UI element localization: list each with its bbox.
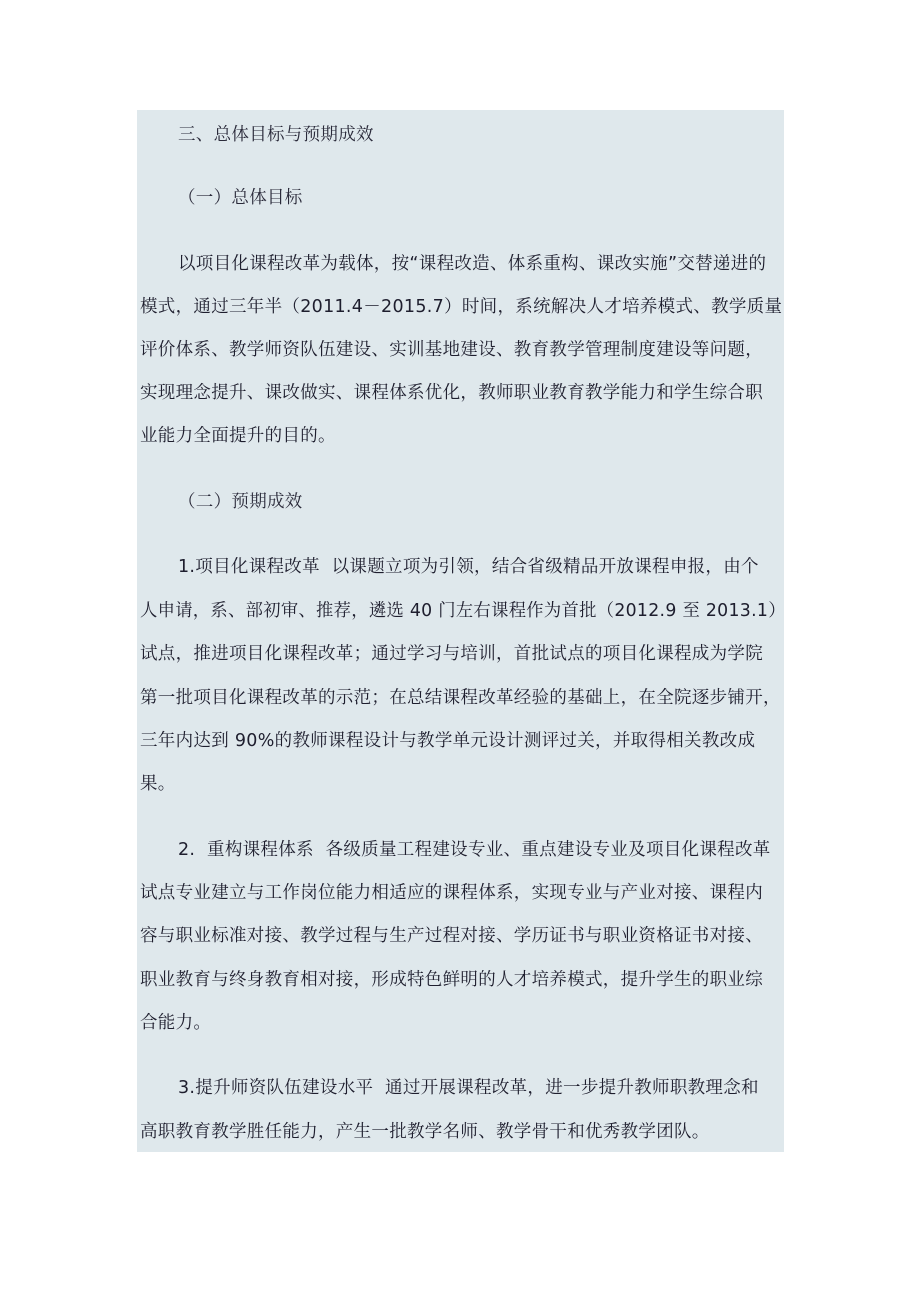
paragraph-line: 第一批项目化课程改革的示范；在总结课程改革经验的基础上，在全院逐步铺开， [140,688,781,708]
paragraph-line: 模式，通过三年半（2011.4－2015.7）时间，系统解决人才培养模式、教学质量 [140,297,783,317]
subsection-title-goal: （一）总体目标 [178,188,303,208]
paragraph-line: 1.项目化课程改革 以课题立项为引领，结合省级精品开放课程申报，由个 [178,557,759,577]
paragraph-line: 评价体系、教学师资队伍建设、实训基地建设、教育教学管理制度建设等问题， [140,340,763,360]
paragraph-line: 试点，推进项目化课程改革；通过学习与培训，首批试点的项目化课程成为学院 [140,644,763,664]
paragraph-line: 实现理念提升、课改做实、课程体系优化，教师职业教育教学能力和学生综合职 [140,383,763,403]
paragraph-line: 3.提升师资队伍建设水平 通过开展课程改革，进一步提升教师职教理念和 [178,1078,759,1098]
paragraph-line: 人申请，系、部初审、推荐，遴选 40 门左右课程作为首批（2012.9 至 2013.1） [140,601,786,621]
paragraph-line: 职业教育与终身教育相对接，形成特色鲜明的人才培养模式，提升学生的职业综 [140,970,763,990]
subsection-title-outcome: （二）预期成效 [178,492,303,512]
paragraph-line: 试点专业建立与工作岗位能力相适应的课程体系，实现专业与产业对接、课程内 [140,883,763,903]
paragraph-line: 合能力。 [140,1013,212,1033]
paragraph-line: 业能力全面提升的目的。 [140,426,336,446]
section-title: 三、总体目标与预期成效 [178,125,374,145]
paragraph-line: 以项目化课程改革为载体，按“课程改造、体系重构、课改实施”交替递进的 [178,254,767,274]
paragraph-line: 三年内达到 90%的教师课程设计与教学单元设计测评过关，并取得相关教改成 [140,731,756,751]
paragraph-line: 容与职业标准对接、教学过程与生产过程对接、学历证书与职业资格证书对接、 [140,926,763,946]
paragraph-line: 高职教育教学胜任能力，产生一批教学名师、教学骨干和优秀教学团队。 [140,1122,710,1142]
paragraph-line: 2. 重构课程体系 各级质量工程建设专业、重点建设专业及项目化课程改革 [178,840,771,860]
paragraph-line: 果。 [140,774,176,794]
